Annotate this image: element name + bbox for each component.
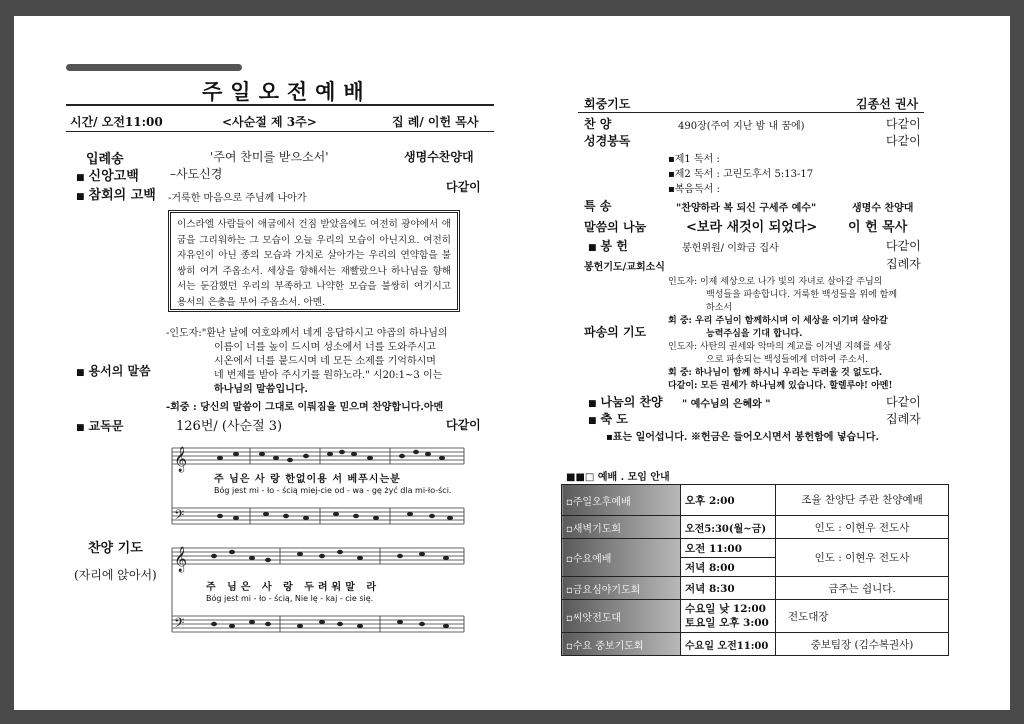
hymn-text: 490장(주여 지난 밤 내 꿈에) (678, 121, 805, 132)
right-top-rule (578, 112, 924, 113)
absolution-congregation: -회중 : 당신의 말씀이 그대로 이뤄짐을 믿으며 찬양합니다.아멘 (166, 402, 444, 413)
responsive-reading-who: 다같이 (446, 418, 481, 432)
confession-prayer-box: 이스라엘 사람들이 애굽에서 건짐 받았음에도 여전히 광야에서 애굽을 그리워하는 그 모습이 오늘 우리의 모습이 아닌지요. 여전히 자유인이 아닌 종의 모습과 가치로 살아가는 우리의 연약함을 불쌍히 여겨 주옵소서. 세상을 향해서는 재빨랐으나 하나님을 향해서는 둔감했던 우리의 부족하고 나약한 모습을 불쌍히 여기시고 용서의 은총을 부어 주옵소서. 아멘. (168, 210, 460, 312)
scripture-reading-3: ▪복음독서 : (668, 184, 720, 195)
schedule-name: ▫금요심야기도회 (562, 577, 681, 600)
score-lyrics-korean-2: 주 님은 사 랑 두려워말 라 (206, 582, 381, 593)
scripture-reading-2: ▪제2 독서 : 고린도후서 5:13-17 (668, 169, 814, 180)
schedule-time: 오전 11:00 (681, 539, 776, 558)
sending-congregation-2: 능력주심을 기대 합니다. (706, 329, 803, 339)
praise-prayer-label: 찬양 기도 (88, 541, 143, 556)
schedule-row (562, 516, 949, 539)
schedule-heading: ■■□ 예배 . 모임 안내 (566, 472, 670, 483)
offering-text: 봉헌위원/ 이화금 집사 (682, 243, 779, 254)
title-accent-bar (66, 64, 242, 71)
news-label: 봉헌기도/교회소식 (584, 262, 665, 273)
schedule-name: ▫수요예배 (562, 539, 681, 577)
schedule-note: 금주는 쉽니다. (776, 577, 949, 600)
benediction-label: ■ 축 도 (588, 410, 628, 427)
scripture-label: 성경봉독 (584, 134, 631, 148)
schedule-time-2: 토요일 오후 3:00 (685, 617, 769, 629)
sharing-hymn-who: 다같이 (886, 395, 921, 409)
sermon-label: 말씀의 나눔 (584, 220, 647, 234)
sending-leader-4: 인도자: 사탄의 권세와 악마의 계교를 이겨낼 지혜를 세상 (668, 342, 892, 352)
liturgical-season: <사순절 제 3주> (222, 115, 317, 129)
hymn-who: 다같이 (886, 117, 921, 131)
sending-congregation-1: 회 중: 우리 주님이 함께하시며 이 세상을 이기며 살아갈 (668, 316, 888, 326)
benediction-who: 집례자 (886, 412, 921, 426)
absolution-label: ■ 용서의 말씀 (76, 362, 151, 379)
schedule-note: 중보팀장 (김수복권사) (776, 633, 949, 656)
special-song-text: "찬양하라 복 되신 구세주 예수" (676, 203, 817, 214)
svg-text:𝄢: 𝄢 (174, 507, 185, 526)
svg-text:𝄢: 𝄢 (174, 615, 185, 634)
entrance-hymn-label: 입례송 (86, 152, 124, 167)
sending-congregation-4: 다같이: 모든 권세가 하나님께 있습니다. 할렐루야! 아멘! (668, 381, 893, 391)
news-who: 집례자 (886, 257, 921, 271)
intercession-label: 회중기도 (584, 97, 631, 111)
confession-label: ■ 참회의 고백 (76, 184, 156, 203)
schedule-name: ▫수요 중보기도회 (562, 633, 681, 656)
hymn-label: 찬 양 (584, 117, 612, 131)
schedule-table (561, 484, 949, 656)
confession-sub: -거룩한 마음으로 주님께 나아가 (168, 193, 307, 204)
schedule-note: 인도 : 이현우 전도사 (776, 516, 949, 539)
schedule-row (562, 485, 949, 516)
offering-label: ■ 봉 헌 (588, 237, 628, 254)
scripture-reading-1: ▪제1 독서 : (668, 154, 720, 165)
absolution-leader-line-1: -인도자:"환난 날에 여호와께서 네게 응답하시고 야곱의 하나님의 (166, 328, 448, 339)
special-song-label: 특 송 (584, 199, 612, 213)
sending-leader-2: 백성들을 파송합니다. 거룩한 백성들을 위에 함께 (706, 290, 898, 300)
schedule-row (562, 577, 949, 600)
sending-leader-5: 으로 파송되는 백성들에게 더하여 주소서. (706, 355, 869, 365)
absolution-leader-line-2: 이름이 너를 높이 드시며 성소에서 너를 도와주시고 (214, 342, 436, 353)
header-rule (66, 131, 494, 132)
entrance-hymn-song: '주여 찬미를 받으소서' (210, 150, 329, 164)
schedule-name: ▫새벽기도회 (562, 516, 681, 539)
score-lyrics-polish-1: Bóg jest mi - ło - ścią miej-cie od - wa - gę żyć dla mi-ło-ści. (214, 486, 452, 495)
special-song-performer: 생명수 찬양대 (852, 203, 914, 214)
score-lyrics-polish-2: Bóg jest mi - ło - ścią, Nie lę - kaj - cie się. (206, 594, 374, 603)
absolution-leader-line-5: 하나님의 말씀입니다. (214, 384, 308, 395)
schedule-note: 전도대장 (776, 600, 949, 633)
sharing-hymn-label: ■ 나눔의 찬양 (588, 393, 663, 410)
schedule-row (562, 633, 949, 656)
page-title: 주일오전예배 (202, 79, 372, 104)
schedule-time: 수요일 오전11:00 (681, 633, 776, 656)
responsive-reading-label: ■ 교독문 (76, 417, 123, 434)
sharing-hymn-text: " 예수님의 은혜와 " (682, 399, 771, 410)
creed-text: –사도신경 (170, 167, 223, 181)
schedule-row (562, 600, 949, 633)
absolution-leader-line-3: 시온에서 너를 붙드시며 네 모든 소제를 기억하시며 (214, 356, 436, 367)
sermon-preacher: 이 헌 목사 (848, 220, 908, 235)
schedule-note: 조율 찬양단 주관 찬양예배 (776, 485, 949, 516)
schedule-time-2: 저녁 8:00 (681, 558, 776, 577)
sending-prayer-label: 파송의 기도 (584, 325, 647, 339)
confession-who: 다같이 (446, 180, 481, 194)
schedule-note: 인도 : 이현우 전도사 (776, 539, 949, 577)
svg-text:𝄞: 𝄞 (174, 547, 188, 572)
schedule-time: 수요일 낮 12:00 (685, 603, 766, 615)
schedule-time: 오후 2:00 (681, 485, 776, 516)
order-notice: ▪표는 일어섭니다. ※헌금은 들어오시면서 봉헌함에 넣습니다. (606, 432, 879, 443)
sending-congregation-3: 회 중: 하나님이 함께 하시니 우리는 두려울 것 없도다. (668, 368, 883, 378)
sending-leader-1: 인도자: 이제 세상으로 나가 빛의 자녀로 살아갈 주님의 (668, 277, 883, 287)
schedule-row (562, 539, 949, 558)
schedule-name: ▫씨앗전도대 (562, 600, 681, 633)
title-rule (66, 104, 494, 106)
schedule-name: ▫주일오후예배 (562, 485, 681, 516)
presider: 집 례/ 이헌 목사 (392, 115, 479, 129)
hymn-score (170, 440, 466, 640)
svg-text:𝄞: 𝄞 (174, 447, 188, 472)
schedule-time: 저녁 8:30 (681, 577, 776, 600)
sending-leader-3: 하소서 (706, 303, 733, 313)
scripture-who: 다같이 (886, 134, 921, 148)
intercession-who: 김종선 권사 (856, 97, 919, 111)
praise-prayer-sub: (자리에 앉아서) (74, 568, 157, 582)
sermon-title: <보라 새것이 되었다> (686, 220, 818, 235)
creed-label: ■ 신앙고백 (76, 165, 139, 184)
offering-who: 다같이 (886, 239, 921, 253)
schedule-time-cell (681, 600, 776, 633)
schedule-time: 오전5:30(월~금) (681, 516, 776, 539)
absolution-leader-line-4: 네 번제를 받아 주시기를 원하노라." 시20:1~3 이는 (214, 370, 443, 381)
service-time: 시간/ 오전11:00 (70, 115, 163, 129)
entrance-hymn-performer: 생명수찬양대 (404, 150, 474, 164)
responsive-reading-text: 126번/ (사순절 3) (176, 419, 283, 434)
score-lyrics-korean-1: 주 님은 사 랑 한없이용 서 베푸시는분 (214, 474, 401, 485)
